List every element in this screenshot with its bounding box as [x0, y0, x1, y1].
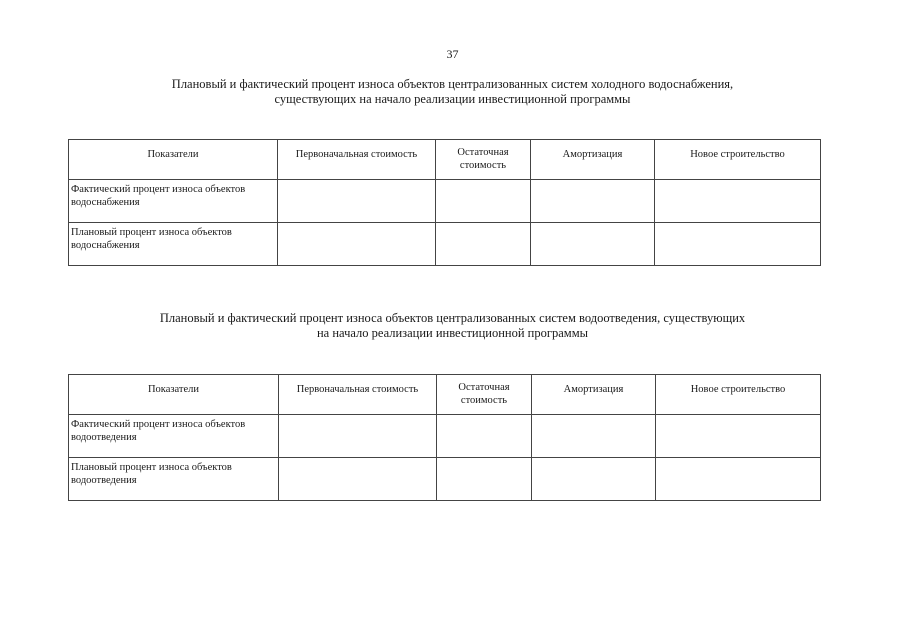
header-initial-cost: Первоначальная стоимость [279, 375, 437, 415]
row-label: Фактический процент износа объектов водоотведения [69, 415, 279, 458]
header-indicators: Показатели [69, 140, 278, 180]
row-label: Фактический процент износа объектов водоснабжения [69, 180, 278, 223]
header-indicators: Показатели [69, 375, 279, 415]
page-number: 37 [446, 47, 459, 61]
table-cell [532, 415, 656, 458]
table-row [69, 180, 821, 223]
section-title-line: существующих на начало реализации инвестиционной программы [274, 92, 631, 106]
table-cell [436, 180, 531, 223]
header-new-construction: Новое строительство [655, 140, 821, 180]
header-depreciation: Амортизация [532, 375, 656, 415]
table-cell [437, 415, 532, 458]
table-cell [531, 223, 655, 266]
table-cell [655, 223, 821, 266]
row-label: Плановый процент износа объектов водоснабжения [69, 223, 278, 266]
header-initial-cost: Первоначальная стоимость [278, 140, 436, 180]
table-cell [437, 458, 532, 501]
table-cell [656, 458, 821, 501]
table-row [69, 223, 821, 266]
table-cell [531, 180, 655, 223]
wear-table-water-supply [68, 139, 821, 266]
section-title-line: на начало реализации инвестиционной программы [316, 326, 589, 340]
header-residual-cost: Остаточная стоимость [436, 140, 531, 180]
table-row [69, 458, 821, 501]
table-cell [278, 223, 436, 266]
table-cell [655, 180, 821, 223]
section-title-line: Плановый и фактический процент износа объектов централизованных систем холодного водоснабжения, [171, 77, 734, 91]
section-title-line: Плановый и фактический процент износа объектов централизованных систем водоотведения, существующих [159, 311, 746, 325]
header-depreciation: Амортизация [531, 140, 655, 180]
table-cell [278, 180, 436, 223]
table-row [69, 415, 821, 458]
table-cell [279, 415, 437, 458]
table-header-row [69, 375, 821, 415]
table-cell [436, 223, 531, 266]
wear-table-wastewater [68, 374, 821, 501]
row-label: Плановый процент износа объектов водоотведения [69, 458, 279, 501]
header-new-construction: Новое строительство [656, 375, 821, 415]
header-residual-cost: Остаточная стоимость [437, 375, 532, 415]
table-cell [532, 458, 656, 501]
table-header-row [69, 140, 821, 180]
section-title-wastewater [0, 311, 905, 341]
section-title-water-supply [0, 77, 905, 107]
table-cell [279, 458, 437, 501]
table-cell [656, 415, 821, 458]
